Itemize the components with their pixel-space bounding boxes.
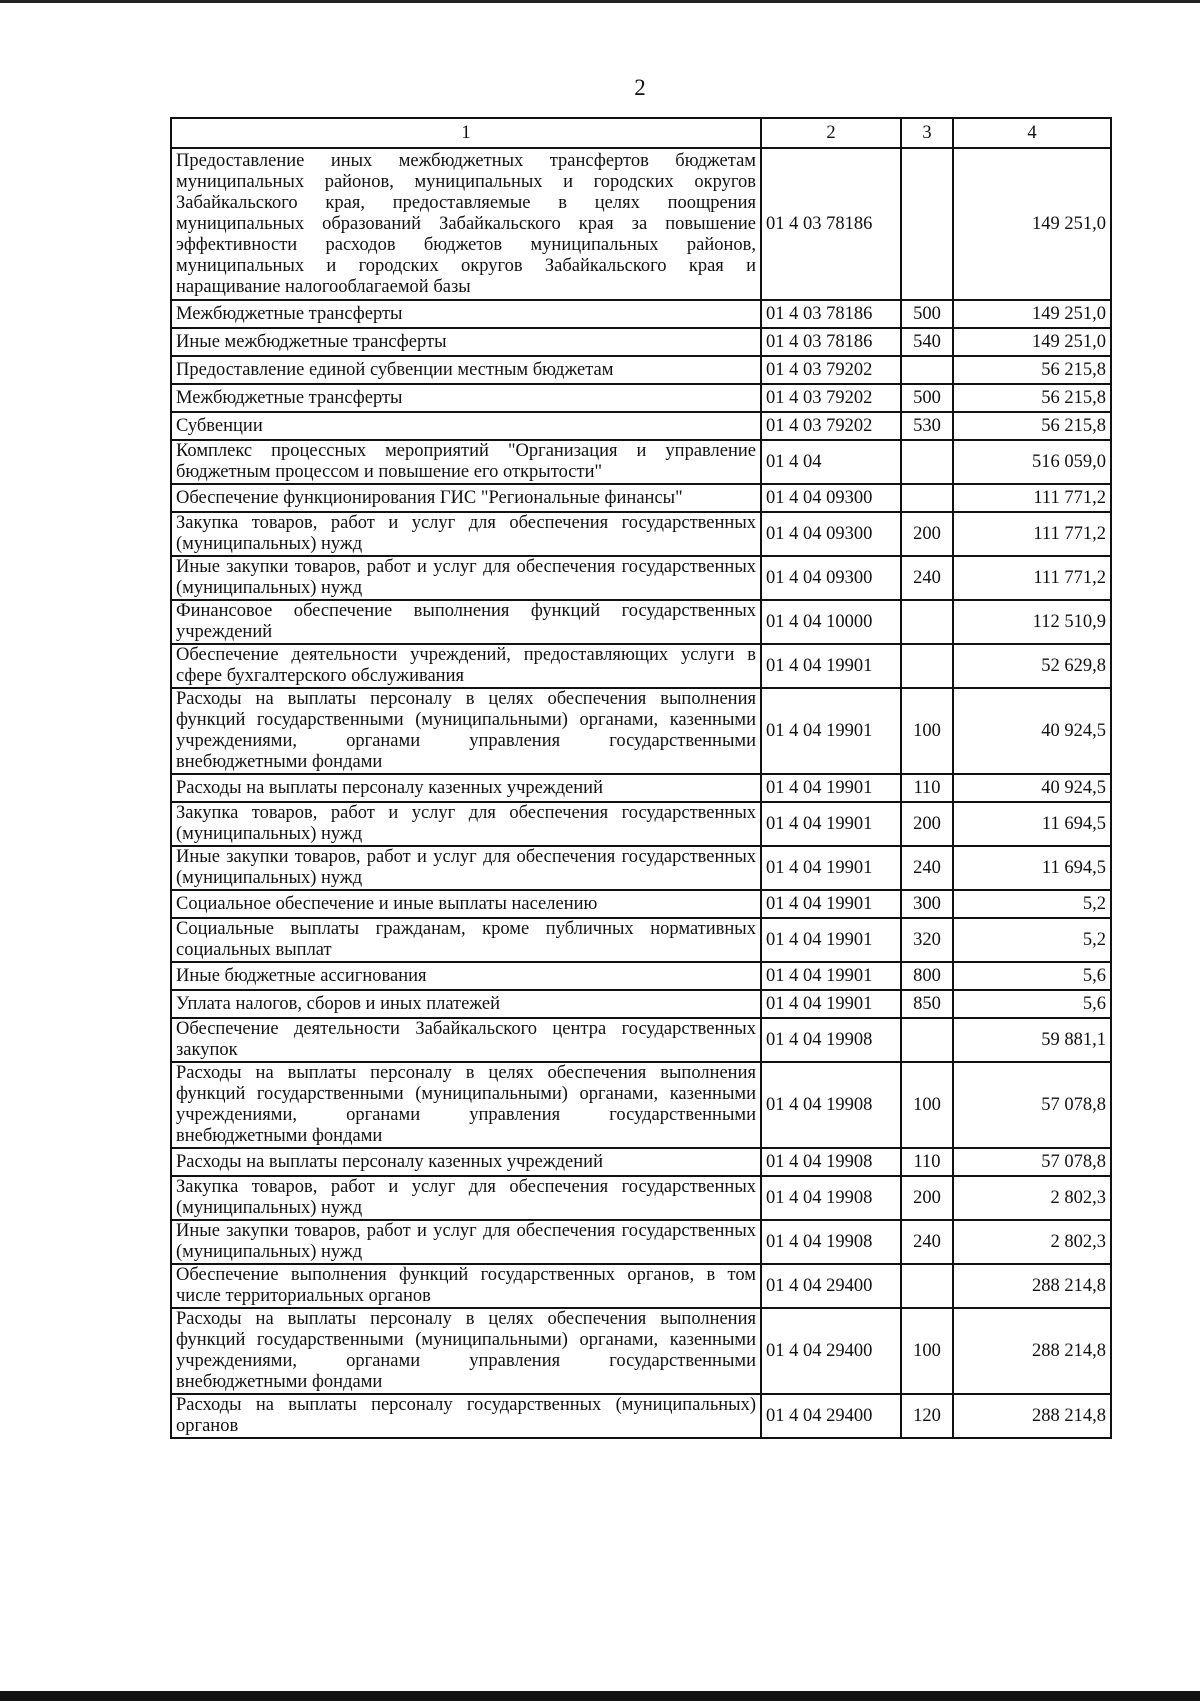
table-row (171, 918, 1111, 962)
row-code: 01 4 04 19908 (761, 1148, 901, 1176)
row-name: Иные закупки товаров, работ и услуг для обеспечения государственных (муниципальных) нужд (171, 846, 761, 890)
row-code: 01 4 03 78186 (761, 148, 901, 300)
table-header (171, 118, 1111, 148)
row-code: 01 4 03 78186 (761, 328, 901, 356)
table-row (171, 890, 1111, 918)
row-expense-type: 500 (901, 384, 953, 412)
header-col-3: 3 (901, 118, 953, 148)
row-code: 01 4 04 19901 (761, 962, 901, 990)
row-code: 01 4 03 79202 (761, 384, 901, 412)
row-name: Субвенции (171, 412, 761, 440)
row-name: Расходы на выплаты персоналу в целях обеспечения выполнения функций государственными (муниципальными) органами, казенными учреждениями, органами управления государственными внебюджетными фондами (171, 688, 761, 774)
row-name: Закупка товаров, работ и услуг для обеспечения государственных (муниципальных) нужд (171, 512, 761, 556)
table-row (171, 644, 1111, 688)
row-code: 01 4 04 19901 (761, 918, 901, 962)
table-row (171, 1176, 1111, 1220)
row-amount: 57 078,8 (953, 1062, 1111, 1148)
row-expense-type (901, 440, 953, 484)
table-row (171, 1264, 1111, 1308)
row-name: Обеспечение деятельности учреждений, предоставляющих услуги в сфере бухгалтерского обслуживания (171, 644, 761, 688)
row-expense-type: 200 (901, 802, 953, 846)
row-expense-type: 530 (901, 412, 953, 440)
row-amount: 149 251,0 (953, 328, 1111, 356)
table-row (171, 688, 1111, 774)
row-amount: 5,2 (953, 918, 1111, 962)
row-code: 01 4 04 10000 (761, 600, 901, 644)
row-name: Иные бюджетные ассигнования (171, 962, 761, 990)
row-expense-type: 800 (901, 962, 953, 990)
row-name: Обеспечение функционирования ГИС "Региональные финансы" (171, 484, 761, 512)
table-row (171, 846, 1111, 890)
row-amount: 2 802,3 (953, 1176, 1111, 1220)
row-amount: 5,2 (953, 890, 1111, 918)
row-amount: 111 771,2 (953, 484, 1111, 512)
row-name: Обеспечение деятельности Забайкальского центра государственных закупок (171, 1018, 761, 1062)
row-expense-type: 200 (901, 1176, 953, 1220)
row-name: Иные закупки товаров, работ и услуг для обеспечения государственных (муниципальных) нужд (171, 1220, 761, 1264)
row-name: Уплата налогов, сборов и иных платежей (171, 990, 761, 1018)
row-expense-type: 110 (901, 1148, 953, 1176)
row-expense-type (901, 356, 953, 384)
table-row (171, 148, 1111, 300)
row-amount: 288 214,8 (953, 1308, 1111, 1394)
row-name: Межбюджетные трансферты (171, 384, 761, 412)
row-name: Расходы на выплаты персоналу казенных учреждений (171, 1148, 761, 1176)
table-row (171, 384, 1111, 412)
row-code: 01 4 04 19908 (761, 1220, 901, 1264)
row-amount: 40 924,5 (953, 774, 1111, 802)
row-expense-type: 120 (901, 1394, 953, 1438)
row-name: Социальное обеспечение и иные выплаты населению (171, 890, 761, 918)
row-name: Финансовое обеспечение выполнения функций государственных учреждений (171, 600, 761, 644)
row-code: 01 4 04 19908 (761, 1062, 901, 1148)
header-col-4: 4 (953, 118, 1111, 148)
table-row (171, 1394, 1111, 1438)
row-expense-type: 850 (901, 990, 953, 1018)
table-row (171, 1062, 1111, 1148)
row-amount: 2 802,3 (953, 1220, 1111, 1264)
row-name: Расходы на выплаты персоналу казенных учреждений (171, 774, 761, 802)
row-amount: 288 214,8 (953, 1264, 1111, 1308)
row-name: Предоставление иных межбюджетных трансфертов бюджетам муниципальных районов, муниципальных и городских округов Забайкальского края, предоставляемые в целях поощрения муниципальных образований Забайкальского края за повышение эффективности расходов бюджетов муниципальных районов, муниципальных и городских округов Забайкальского края и наращивание налогооблагаемой базы (171, 148, 761, 300)
row-name: Закупка товаров, работ и услуг для обеспечения государственных (муниципальных) нужд (171, 1176, 761, 1220)
scan-top-edge (0, 0, 1200, 3)
row-name: Обеспечение выполнения функций государственных органов, в том числе территориальных органов (171, 1264, 761, 1308)
row-amount: 516 059,0 (953, 440, 1111, 484)
table-row (171, 412, 1111, 440)
row-expense-type: 540 (901, 328, 953, 356)
row-expense-type (901, 1264, 953, 1308)
row-amount: 11 694,5 (953, 802, 1111, 846)
table-row (171, 990, 1111, 1018)
row-amount: 149 251,0 (953, 300, 1111, 328)
row-expense-type: 100 (901, 688, 953, 774)
row-expense-type: 300 (901, 890, 953, 918)
row-expense-type (901, 484, 953, 512)
table-row (171, 484, 1111, 512)
row-name: Межбюджетные трансферты (171, 300, 761, 328)
table-body (171, 148, 1111, 1438)
row-amount: 111 771,2 (953, 512, 1111, 556)
row-code: 01 4 04 19908 (761, 1018, 901, 1062)
budget-table (170, 117, 1112, 1439)
table-row (171, 1220, 1111, 1264)
table-row (171, 328, 1111, 356)
row-code: 01 4 04 19901 (761, 774, 901, 802)
row-expense-type (901, 600, 953, 644)
table-row (171, 600, 1111, 644)
table-row (171, 802, 1111, 846)
row-amount: 57 078,8 (953, 1148, 1111, 1176)
row-name: Закупка товаров, работ и услуг для обеспечения государственных (муниципальных) нужд (171, 802, 761, 846)
row-name: Расходы на выплаты персоналу государственных (муниципальных) органов (171, 1394, 761, 1438)
row-expense-type: 110 (901, 774, 953, 802)
row-amount: 288 214,8 (953, 1394, 1111, 1438)
row-expense-type: 200 (901, 512, 953, 556)
row-expense-type: 100 (901, 1062, 953, 1148)
row-code: 01 4 04 19901 (761, 846, 901, 890)
table-row (171, 300, 1111, 328)
row-name: Расходы на выплаты персоналу в целях обеспечения выполнения функций государственными (муниципальными) органами, казенными учреждениями, органами управления государственными внебюджетными фондами (171, 1308, 761, 1394)
row-amount: 149 251,0 (953, 148, 1111, 300)
row-code: 01 4 04 09300 (761, 512, 901, 556)
row-expense-type: 240 (901, 846, 953, 890)
table-row (171, 1308, 1111, 1394)
table-row (171, 1148, 1111, 1176)
row-code: 01 4 04 29400 (761, 1264, 901, 1308)
row-expense-type (901, 148, 953, 300)
table-row (171, 556, 1111, 600)
header-col-1: 1 (171, 118, 761, 148)
row-amount: 112 510,9 (953, 600, 1111, 644)
row-code: 01 4 03 79202 (761, 356, 901, 384)
row-code: 01 4 04 19901 (761, 644, 901, 688)
row-code: 01 4 04 29400 (761, 1394, 901, 1438)
row-amount: 11 694,5 (953, 846, 1111, 890)
row-name: Комплекс процессных мероприятий "Организация и управление бюджетным процессом и повышение его открытости" (171, 440, 761, 484)
row-name: Расходы на выплаты персоналу в целях обеспечения выполнения функций государственными (муниципальными) органами, казенными учреждениями, органами управления государственными внебюджетными фондами (171, 1062, 761, 1148)
row-code: 01 4 04 09300 (761, 556, 901, 600)
row-expense-type: 240 (901, 1220, 953, 1264)
row-name: Иные закупки товаров, работ и услуг для обеспечения государственных (муниципальных) нужд (171, 556, 761, 600)
row-amount: 56 215,8 (953, 412, 1111, 440)
row-expense-type: 100 (901, 1308, 953, 1394)
row-expense-type (901, 1018, 953, 1062)
row-amount: 56 215,8 (953, 384, 1111, 412)
row-amount: 59 881,1 (953, 1018, 1111, 1062)
table-row (171, 962, 1111, 990)
row-amount: 40 924,5 (953, 688, 1111, 774)
header-col-2: 2 (761, 118, 901, 148)
table-row (171, 1018, 1111, 1062)
row-amount: 56 215,8 (953, 356, 1111, 384)
row-code: 01 4 03 78186 (761, 300, 901, 328)
page-number: 2 (634, 75, 646, 100)
row-code: 01 4 04 09300 (761, 484, 901, 512)
scan-bottom-edge (0, 1691, 1200, 1701)
row-code: 01 4 04 19901 (761, 890, 901, 918)
row-code: 01 4 04 29400 (761, 1308, 901, 1394)
table-row (171, 512, 1111, 556)
row-code: 01 4 04 19901 (761, 802, 901, 846)
header-row (171, 118, 1111, 148)
table-row (171, 774, 1111, 802)
table-row (171, 356, 1111, 384)
row-code: 01 4 03 79202 (761, 412, 901, 440)
row-amount: 5,6 (953, 990, 1111, 1018)
row-amount: 5,6 (953, 962, 1111, 990)
row-code: 01 4 04 19908 (761, 1176, 901, 1220)
row-expense-type: 500 (901, 300, 953, 328)
row-name: Социальные выплаты гражданам, кроме публичных нормативных социальных выплат (171, 918, 761, 962)
row-expense-type: 240 (901, 556, 953, 600)
row-code: 01 4 04 19901 (761, 990, 901, 1018)
row-amount: 52 629,8 (953, 644, 1111, 688)
row-code: 01 4 04 19901 (761, 688, 901, 774)
row-amount: 111 771,2 (953, 556, 1111, 600)
row-expense-type (901, 644, 953, 688)
row-code: 01 4 04 (761, 440, 901, 484)
table-row (171, 440, 1111, 484)
row-name: Иные межбюджетные трансферты (171, 328, 761, 356)
row-name: Предоставление единой субвенции местным бюджетам (171, 356, 761, 384)
row-expense-type: 320 (901, 918, 953, 962)
